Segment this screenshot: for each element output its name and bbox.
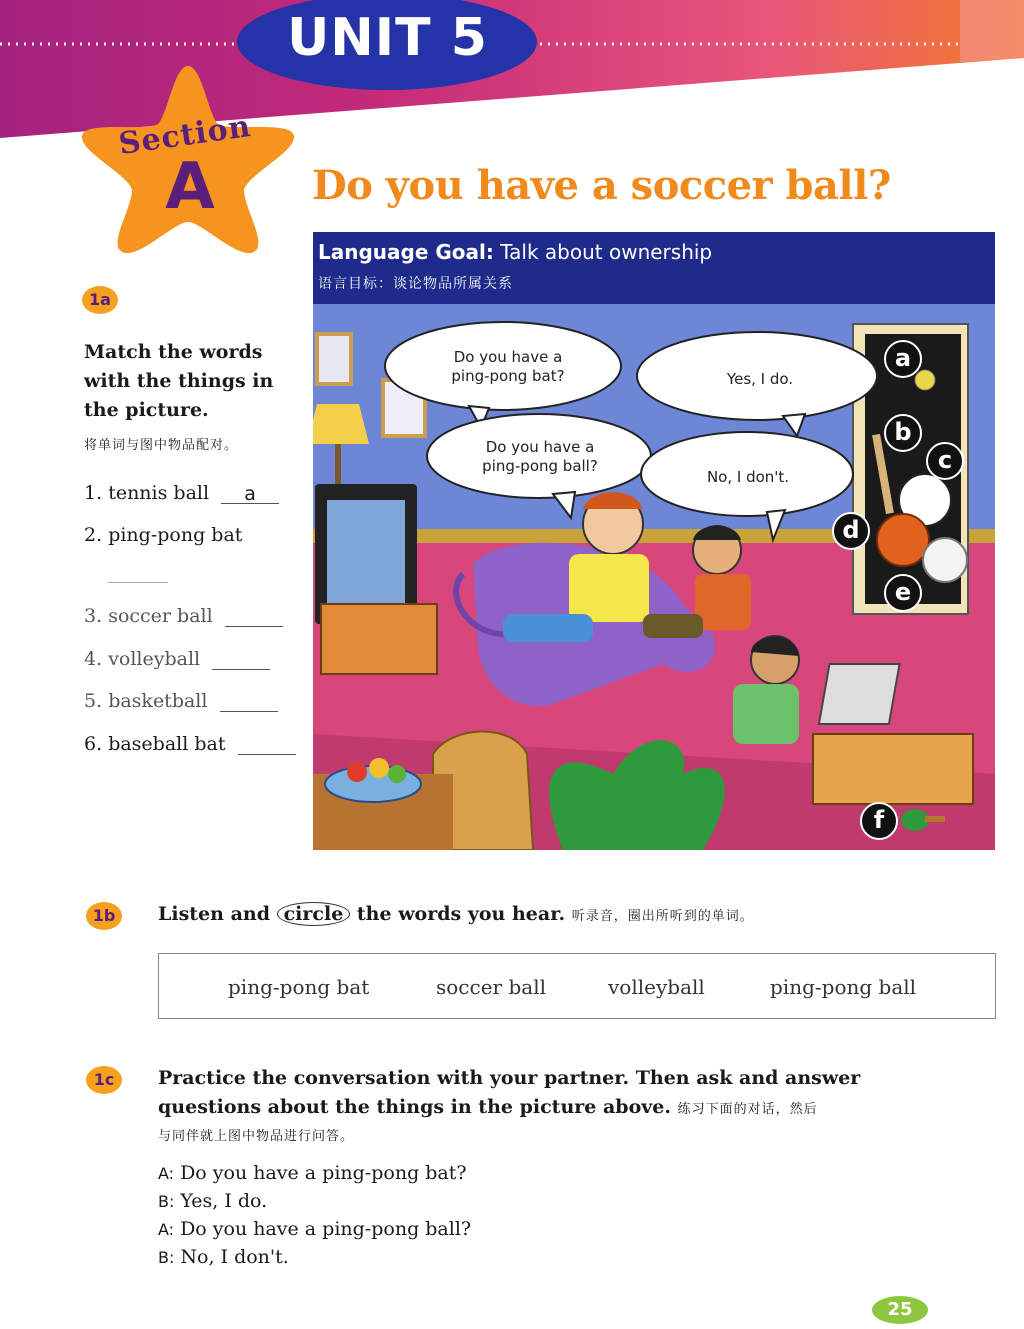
activity-1c-instruction: Practice the conversation with your partner. Then ask and answer questions about the things in the picture above. 练习下面的对话，然后 (158, 1067, 861, 1118)
answer-blank[interactable] (212, 649, 270, 670)
picture-label-f: f (860, 802, 898, 840)
match-item-1: 1. tennis ball a (84, 482, 279, 504)
speech-bubble-4: No, I don't. (706, 468, 790, 486)
match-item-5: 5. basketball (84, 690, 278, 712)
conversation-line: B: Yes, I do. (158, 1190, 268, 1212)
answer-blank[interactable]: a (221, 483, 279, 504)
picture-label-b: b (884, 414, 922, 452)
speech-bubble-2: Yes, I do. (726, 370, 794, 388)
picture-label-e: e (884, 574, 922, 612)
word-option[interactable]: volleyball (608, 975, 705, 999)
conversation-line: B: No, I don't. (158, 1246, 289, 1268)
activity-1c-instruction-cn-continued: 与同伴就上图中物品进行问答。 (158, 1129, 355, 1144)
word-option[interactable]: ping-pong ball (770, 975, 917, 999)
match-word: baseball bat (108, 733, 226, 755)
match-item-3: 3. soccer ball (84, 605, 283, 627)
match-item-6: 6. baseball bat (84, 733, 296, 755)
circle-word: circle (277, 902, 351, 926)
language-goal: Language Goal: Talk about ownership (318, 240, 713, 264)
match-item-4: 4. volleyball (84, 648, 270, 670)
page-number: 25 (872, 1296, 928, 1324)
section-word: Section (116, 108, 254, 163)
activity-1a-instruction: Match the words with the things in the picture. (84, 341, 274, 421)
match-word: soccer ball (108, 605, 213, 627)
match-word: ping-pong bat (108, 524, 243, 546)
answer-blank[interactable] (238, 734, 296, 755)
answer-blank[interactable] (220, 691, 278, 712)
language-goal-cn: 语言目标：谈论物品所属关系 (318, 276, 513, 292)
activity-1b-badge: 1b (86, 902, 122, 930)
activity-1b-instruction-cn: 听录音，圈出所听到的单词。 (571, 909, 754, 924)
conversation-line: A: Do you have a ping-pong bat? (158, 1162, 467, 1184)
conversation-line: A: Do you have a ping-pong ball? (158, 1218, 472, 1240)
answer-blank[interactable] (108, 582, 168, 583)
match-word: tennis ball (108, 482, 210, 504)
picture-label-c: c (926, 442, 964, 480)
speech-bubble-3: Do you have a ping-pong ball? (482, 438, 598, 475)
page-title: Do you have a soccer ball? (312, 162, 891, 209)
match-word: basketball (108, 690, 208, 712)
section-letter: A (165, 150, 215, 224)
activity-1a-instruction-cn: 将单词与图中物品配对。 (84, 438, 239, 453)
activity-1a-badge: 1a (82, 286, 118, 314)
match-word: volleyball (108, 648, 201, 670)
activity-1b-instruction: Listen and circle the words you hear. 听录音，圈出所听到的单词。 (158, 903, 754, 925)
picture-label-a: a (884, 340, 922, 378)
match-item-2: 2. ping-pong bat (84, 524, 243, 546)
speech-bubble-1: Do you have a ping-pong bat? (451, 348, 565, 385)
word-option[interactable]: ping-pong bat (228, 975, 370, 999)
answer-blank[interactable] (225, 606, 283, 627)
word-option[interactable]: soccer ball (436, 975, 546, 999)
picture-label-d: d (832, 512, 870, 550)
unit-title: UNIT 5 (287, 8, 488, 68)
activity-1c-badge: 1c (86, 1066, 122, 1094)
activity-1c-instruction-cn: 练习下面的对话，然后 (677, 1102, 818, 1117)
